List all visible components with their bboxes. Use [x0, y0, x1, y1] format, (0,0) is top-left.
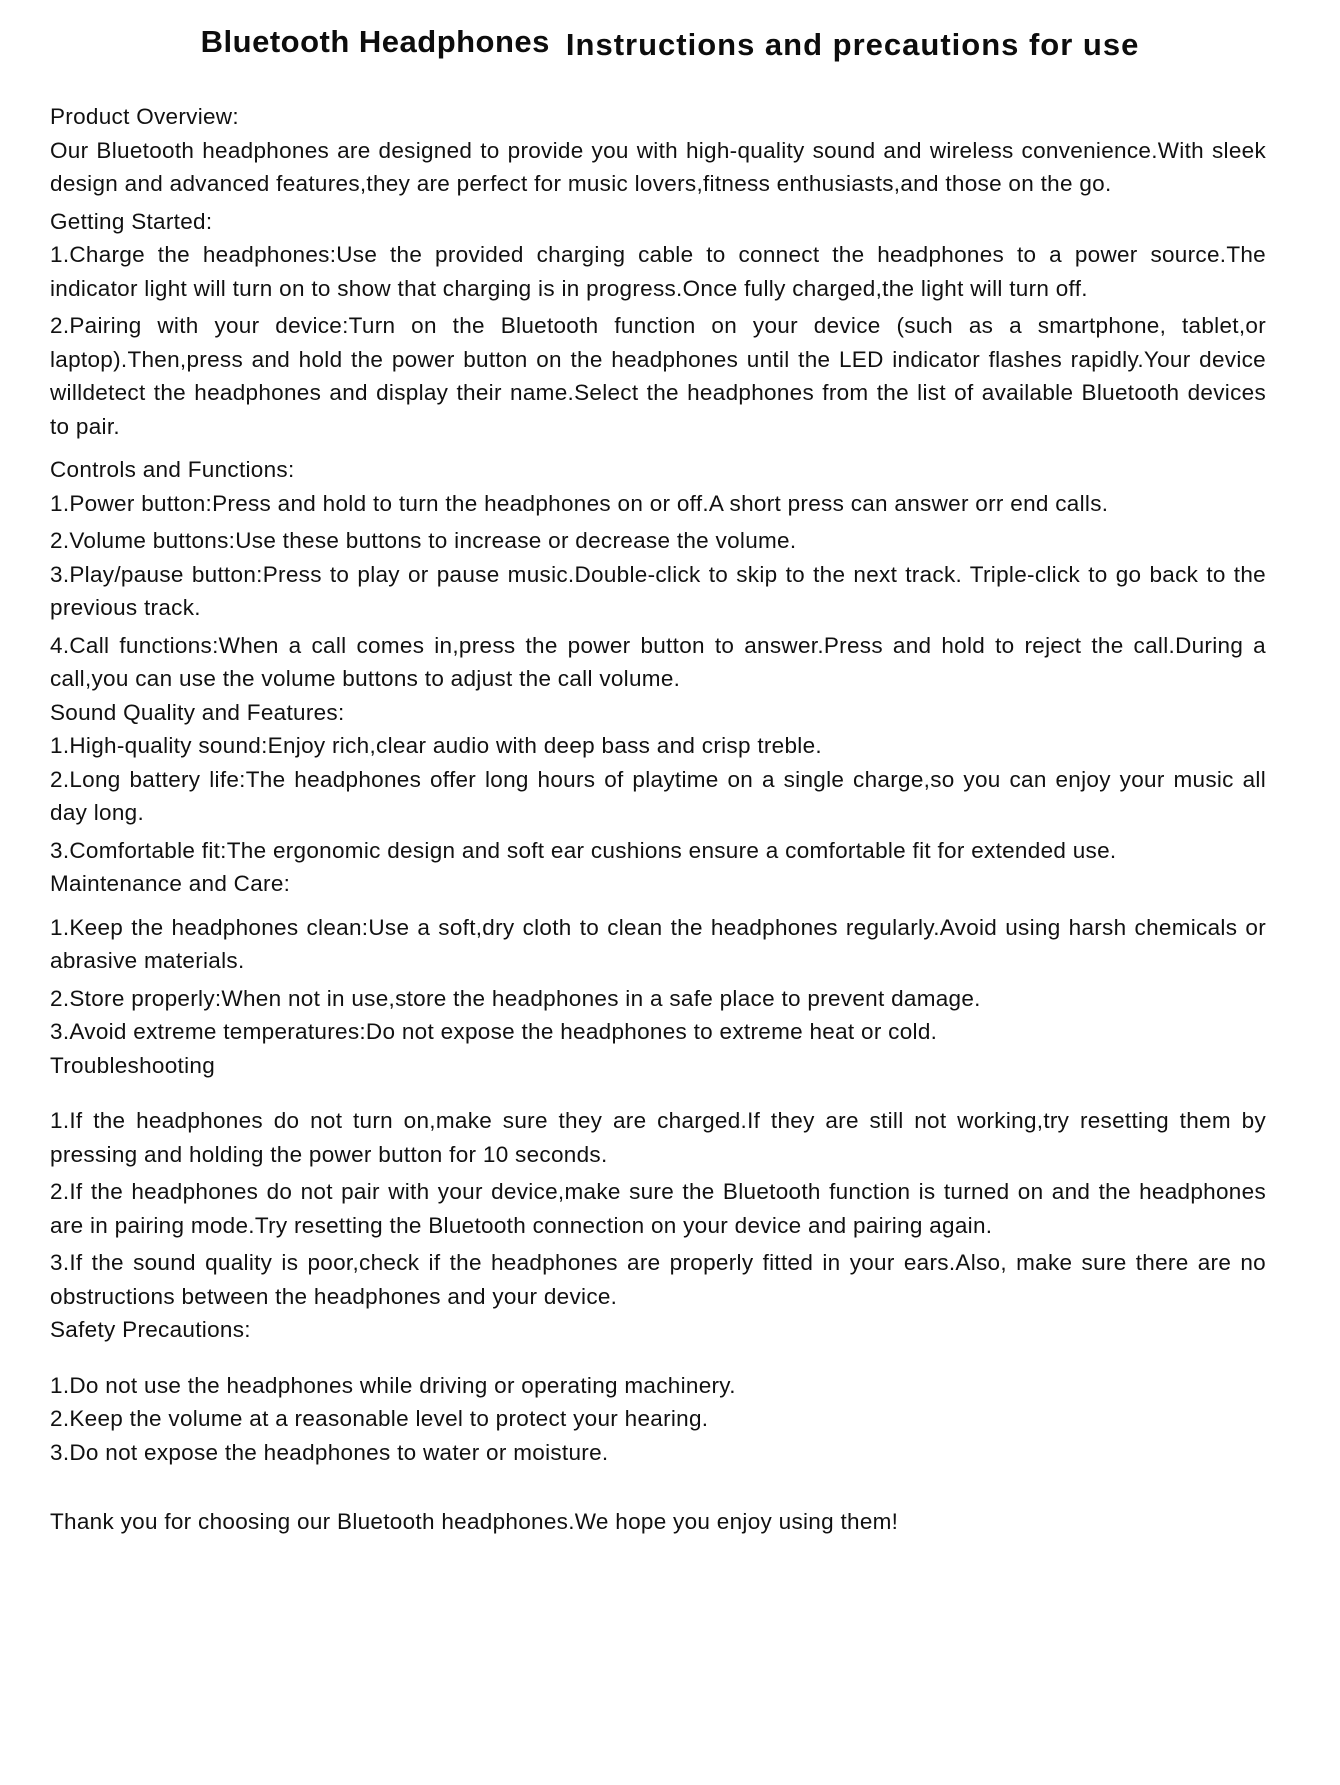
page-title [0, 24, 1340, 60]
troubleshooting-item: 1.If the headphones do not turn on,make sure they are charged.If they are still not working,try resetting them by pressing and holding the power button for 10 seconds. [50, 1108, 1266, 1167]
maintenance-item: 3.Avoid extreme temperatures:Do not expose the headphones to extreme heat or cold. [50, 1019, 938, 1044]
section-heading-safety: Safety Precautions: [50, 1317, 251, 1342]
section-heading-troubleshooting: Troubleshooting [50, 1052, 216, 1078]
title-product-name: Bluetooth Headphones [200, 24, 550, 59]
maintenance-item: 2.Store properly:When not in use,store the headphones in a safe place to prevent damage. [50, 985, 981, 1011]
controls-item: 4.Call functions:When a call comes in,press the power button to answer.Press and hold to reject the call.During a call,you can use the volume buttons to adjust the call volume. [50, 632, 1266, 691]
title-subtitle: Instructions and precautions for use [565, 27, 1140, 62]
section-heading-maintenance: Maintenance and Care: [50, 871, 291, 896]
sound-item: 1.High-quality sound:Enjoy rich,clear audio with deep bass and crisp treble. [50, 733, 822, 758]
controls-item: 1.Power button:Press and hold to turn the headphones on or off.A short press can answer orr end calls. [50, 490, 1109, 516]
controls-item: 3.Play/pause button:Press to play or pause music.Double-click to skip to the next track. Triple-click to go back to the previous track. [50, 561, 1266, 620]
section-heading-overview: Product Overview: [50, 104, 239, 129]
document-body [50, 100, 1266, 1539]
troubleshooting-item: 3.If the sound quality is poor,check if the headphones are properly fitted in your ears.Also, make sure there are no obstructions between the headphones and your device. [50, 1250, 1266, 1309]
sound-item: 3.Comfortable fit:The ergonomic design and soft ear cushions ensure a comfortable fit for extended use. [50, 837, 1117, 863]
section-heading-sound: Sound Quality and Features: [50, 699, 345, 725]
troubleshooting-item: 2.If the headphones do not pair with your device,make sure the Bluetooth function is turned on and the headphones are in pairing mode.Try resetting the Bluetooth connection on your device and pairing again. [50, 1179, 1266, 1238]
section-heading-controls: Controls and Functions: [50, 457, 295, 482]
safety-item: 1.Do not use the headphones while driving or operating machinery. [50, 1372, 736, 1398]
section-heading-getting-started: Getting Started: [50, 208, 213, 234]
sound-item: 2.Long battery life:The headphones offer long hours of playtime on a single charge,so you can enjoy your music all day long. [50, 766, 1266, 825]
safety-item: 2.Keep the volume at a reasonable level to protect your hearing. [50, 1406, 709, 1431]
maintenance-item: 1.Keep the headphones clean:Use a soft,dry cloth to clean the headphones regularly.Avoid using harsh chemicals or abrasive materials. [50, 914, 1266, 973]
controls-item: 2.Volume buttons:Use these buttons to increase or decrease the volume. [50, 528, 797, 553]
getting-started-item: 2.Pairing with your device:Turn on the Bluetooth function on your device (such as a smartphone, tablet,or laptop).Then,press and hold the power button on the headphones until the LED indicator flashes rapidly.Your device willdetect the headphones and display their name.Select the headphones from the list of available Bluetooth devices to pair. [50, 313, 1266, 439]
closing-message: Thank you for choosing our Bluetooth headphones.We hope you enjoy using them! [50, 1509, 899, 1534]
getting-started-item: 1.Charge the headphones:Use the provided charging cable to connect the headphones to a power source.The indicator light will turn on to show that charging is in progress.Once fully charged,the light will turn off. [50, 242, 1266, 301]
overview-paragraph: Our Bluetooth headphones are designed to provide you with high-quality sound and wireless convenience.With sleek design and advanced features,they are perfect for music lovers,fitness enthusiasts,and those on the go. [50, 137, 1266, 196]
safety-item: 3.Do not expose the headphones to water or moisture. [50, 1439, 609, 1465]
